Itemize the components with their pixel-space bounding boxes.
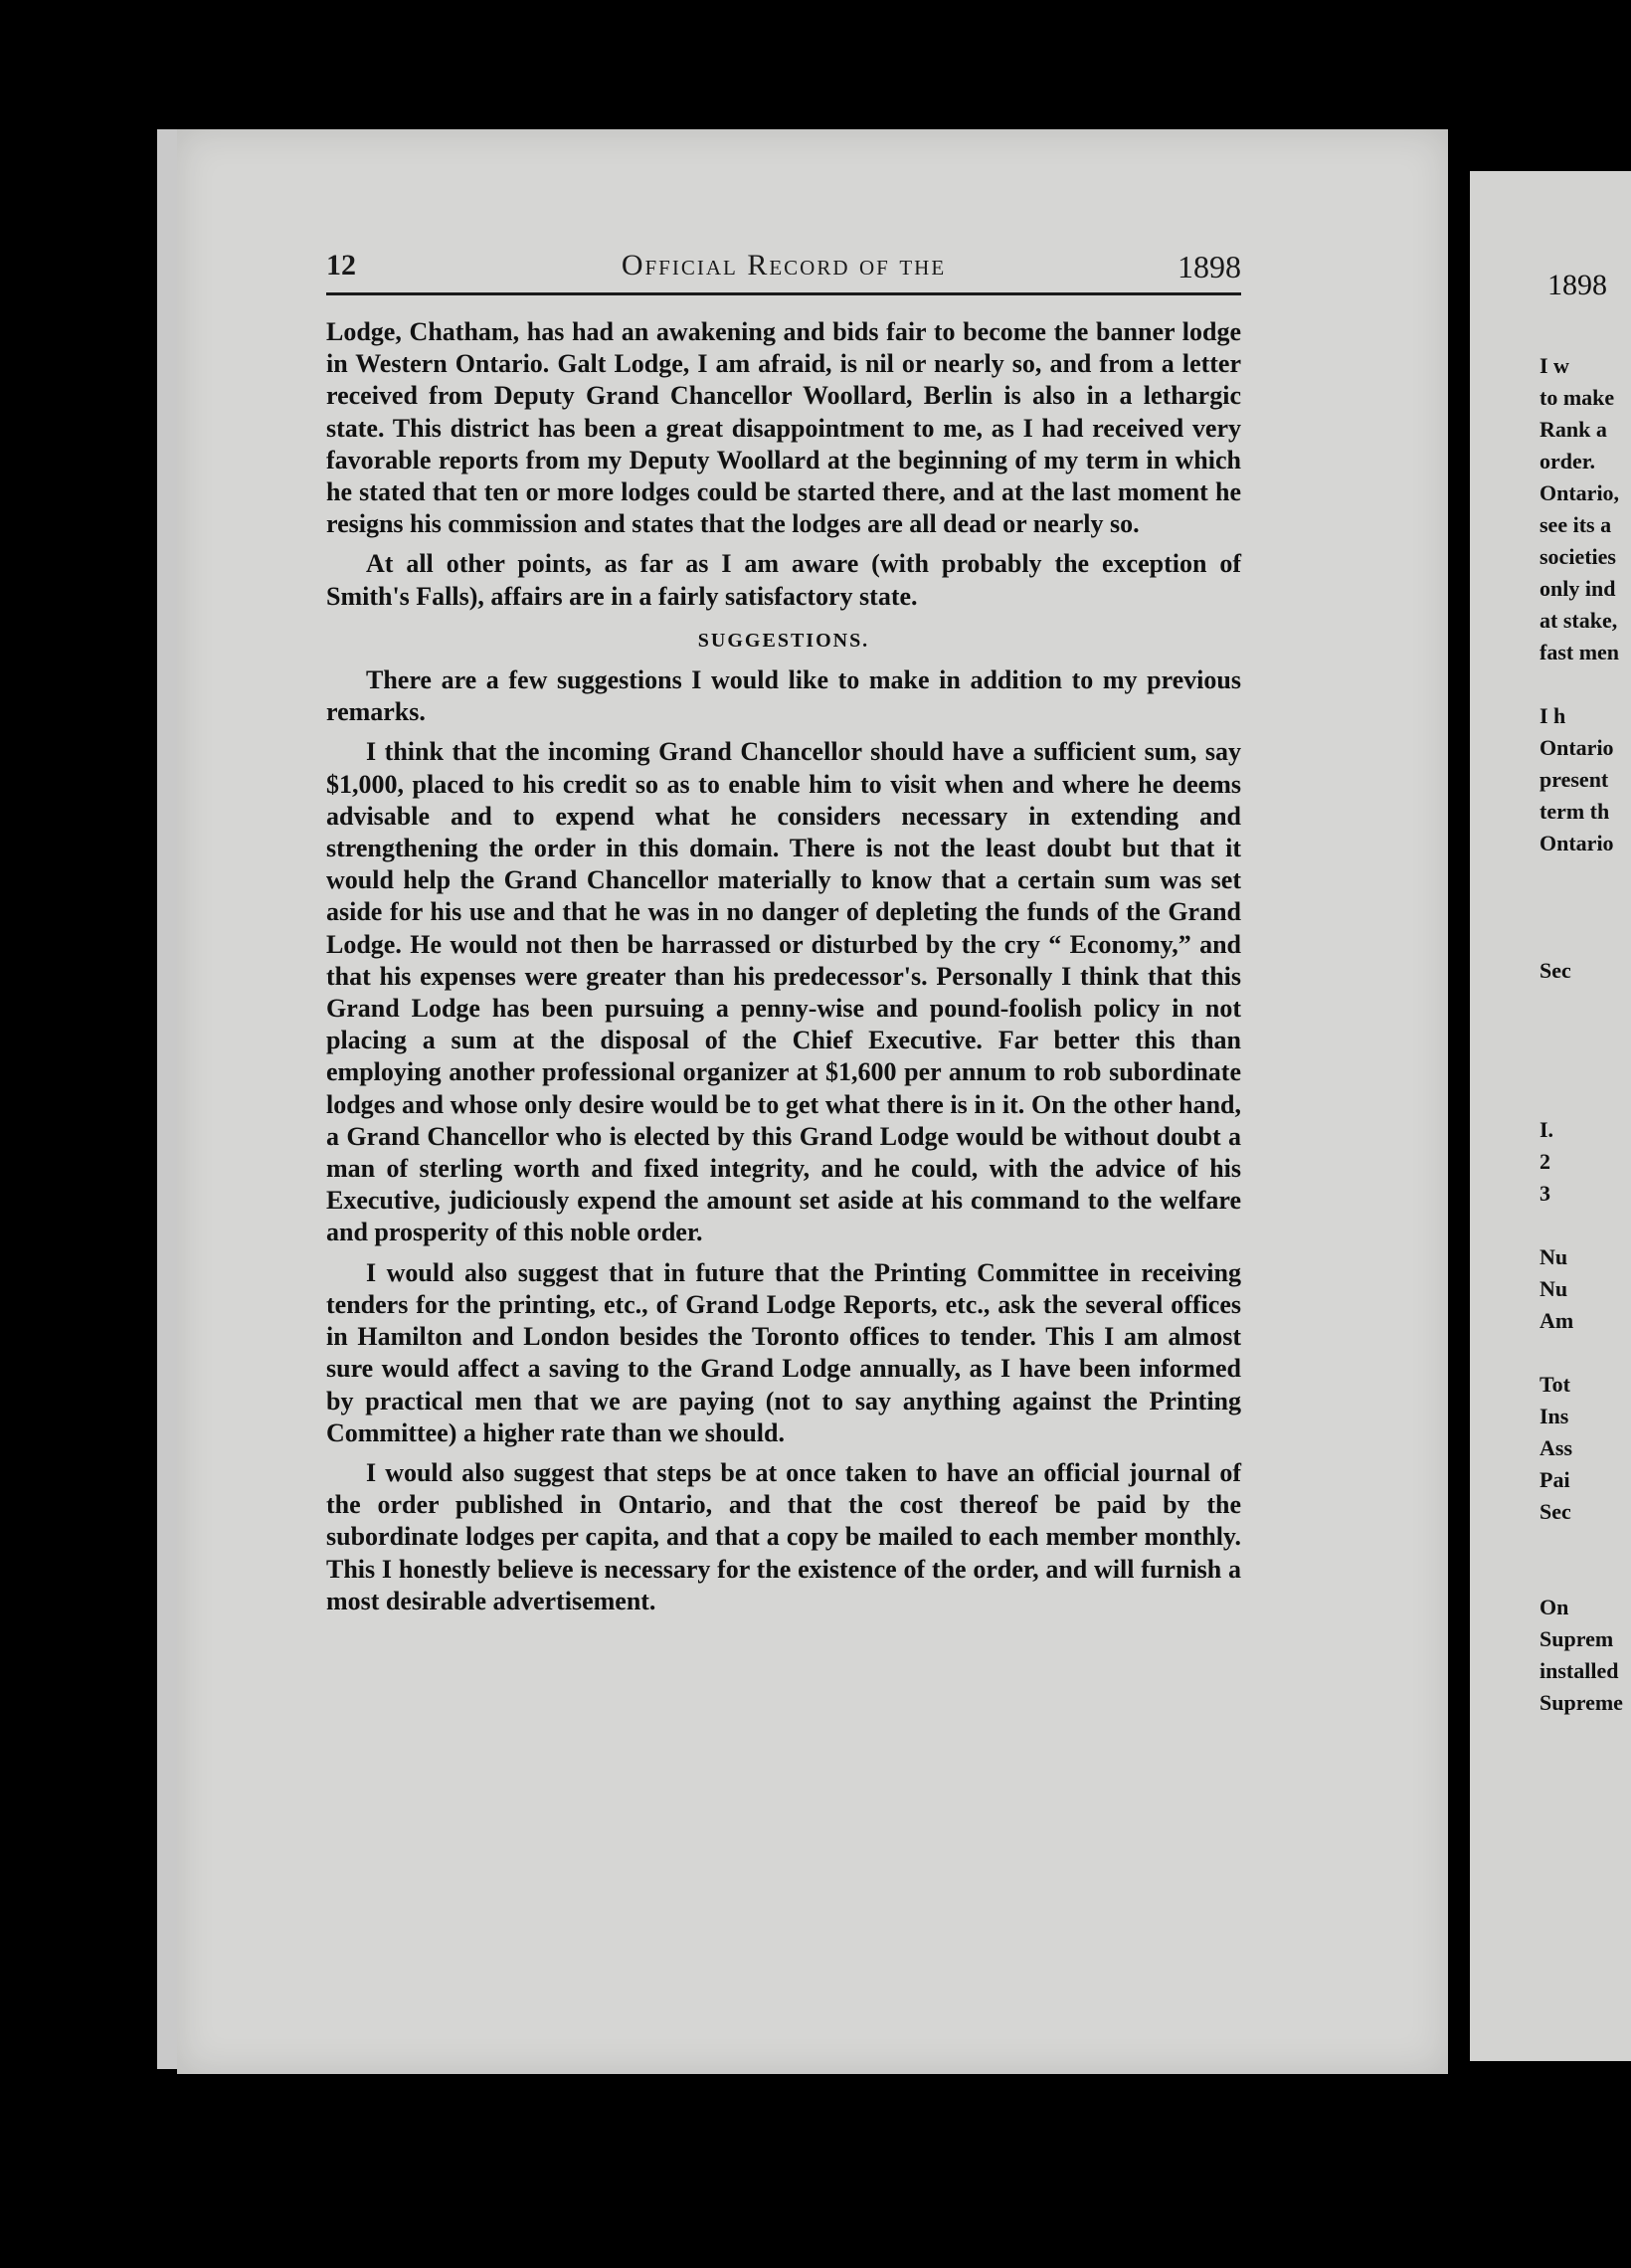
fragment-line: Ins (1540, 1404, 1569, 1428)
fragment-line: Ontario, (1540, 480, 1620, 505)
fragment-line (1540, 859, 1631, 891)
fragment-line: 3 (1540, 1181, 1550, 1206)
fragment-line: fast men (1540, 640, 1620, 664)
fragment-line (1540, 1528, 1631, 1560)
body-text (326, 316, 1241, 1625)
fragment-line: Ass (1540, 1435, 1573, 1460)
fragment-line (1540, 1019, 1631, 1050)
fragment-line: present (1540, 767, 1609, 792)
page-number: 12 (326, 249, 356, 282)
paragraph: At all other points, as far as I am aware (with probably the exception of Smith's Falls), affairs are in a fairly satisfactory state. (326, 549, 1241, 611)
right-page-year: 1898 (1547, 269, 1607, 301)
fragment-line (1540, 1337, 1631, 1369)
fragment-line: Am (1540, 1308, 1574, 1333)
fragment-line: I w (1540, 353, 1569, 378)
fragment-line: Tot (1540, 1372, 1570, 1397)
fragment-line: Nu (1540, 1276, 1568, 1301)
fragment-line: 2 (1540, 1149, 1550, 1174)
fragment-line: Sec (1540, 958, 1571, 983)
paragraph: There are a few suggestions I would like to make in addition to my previous remarks. (326, 665, 1241, 727)
fragment-line: only ind (1540, 576, 1616, 601)
right-page-fragments (1540, 350, 1631, 1719)
fragment-line: On (1540, 1595, 1569, 1619)
right-page (1470, 171, 1631, 2061)
paragraph: I would also suggest that steps be at once taken to have an official journal of the order published in Ontario, and that the cost thereof be paid by the subordinate lodges per capita, and that a copy be mailed to each member monthly. This I honestly believe is necessary for the existence of the order, and will furnish a most desirable advertisement. (326, 1457, 1241, 1615)
fragment-line: Suprem (1540, 1626, 1614, 1651)
paragraph: I think that the incoming Grand Chancellor should have a sufficient sum, say $1,000, placed to his credit so as to enable him to visit when and where he deems advisable and to expend what he considers necessary in extending and strengthening the order in this domain. There is not the least doubt but that it would help the Grand Chancellor materially to know that a certain sum was set aside for his use and that he was in no danger of depleting the funds of the Grand Lodge. He would not then be harrassed or disturbed by the cry “ Economy,” and that his expenses were greater than his predecessor's. Personally I think that this Grand Lodge has been pursuing a penny-wise and pound-foolish policy in not placing a sum at the disposal of the Chief Executive. Far better this than employing another professional organizer at $1,600 per annum to rob subordinate lodges and whose only desire would be to get what there is in it. On the other hand, a Grand Chancellor who is elected by this Grand Lodge would be without doubt a man of sterling worth and fixed integrity, and he could, with the advice of his Executive, judiciously expend the amount set aside at his command to the welfare and prosperity of this noble order. (326, 737, 1241, 1247)
fragment-line (1540, 891, 1631, 923)
paragraph: I would also suggest that in future that the Printing Committee in receiving tenders for the printing, etc., of Grand Lodge Reports, etc., ask the several offices in Hamilton and London besides the Toronto offices to tender. This I am almost sure would affect a saving to the Grand Lodge annually, as I have been informed by practical men that we are paying (not to say anything against the Printing Committee) a higher rate than we should. (326, 1257, 1241, 1447)
page-header (326, 249, 1241, 295)
fragment-line: at stake, (1540, 608, 1618, 633)
fragment-line (1540, 668, 1631, 700)
fragment-line: Ontario (1540, 735, 1614, 760)
fragment-line: I. (1540, 1117, 1554, 1142)
fragment-line (1540, 1560, 1631, 1592)
fragment-line (1540, 923, 1631, 955)
fragment-line: societies (1540, 544, 1616, 569)
fragment-line: Ontario (1540, 831, 1614, 855)
fragment-line: term th (1540, 799, 1610, 824)
fragment-line (1540, 1210, 1631, 1241)
fragment-line: installed (1540, 1658, 1619, 1683)
fragment-line: Nu (1540, 1244, 1568, 1269)
paragraph: Lodge, Chatham, has had an awakening and bids fair to become the banner lodge in Western Ontario. Galt Lodge, I am afraid, is nil or nearly so, and from a letter received from Deputy Grand Chancellor Woollard, Berlin is also in a lethargic state. This district has been a great disappointment to me, as I had received very favorable reports from my Deputy Woollard at the beginning of my term in which he stated that ten or more lodges could be started there, and at the last moment he resigns his commission and states that the lodges are all dead or nearly so. (326, 317, 1241, 539)
fragment-line: Supreme (1540, 1690, 1623, 1715)
fragment-line (1540, 1082, 1631, 1114)
fragment-line: Pai (1540, 1467, 1570, 1492)
fragment-line (1540, 987, 1631, 1019)
fragment-line: order. (1540, 449, 1596, 473)
header-year: 1898 (1178, 249, 1241, 284)
fragment-line: I h (1540, 703, 1566, 728)
section-heading: SUGGESTIONS. (697, 629, 870, 652)
fragment-line (1540, 1050, 1631, 1082)
running-title: Official Record of the (621, 249, 947, 282)
fragment-line: see its a (1540, 512, 1612, 537)
fragment-line: Sec (1540, 1499, 1571, 1524)
fragment-line: Rank a (1540, 417, 1607, 442)
fragment-line: to make (1540, 385, 1615, 410)
